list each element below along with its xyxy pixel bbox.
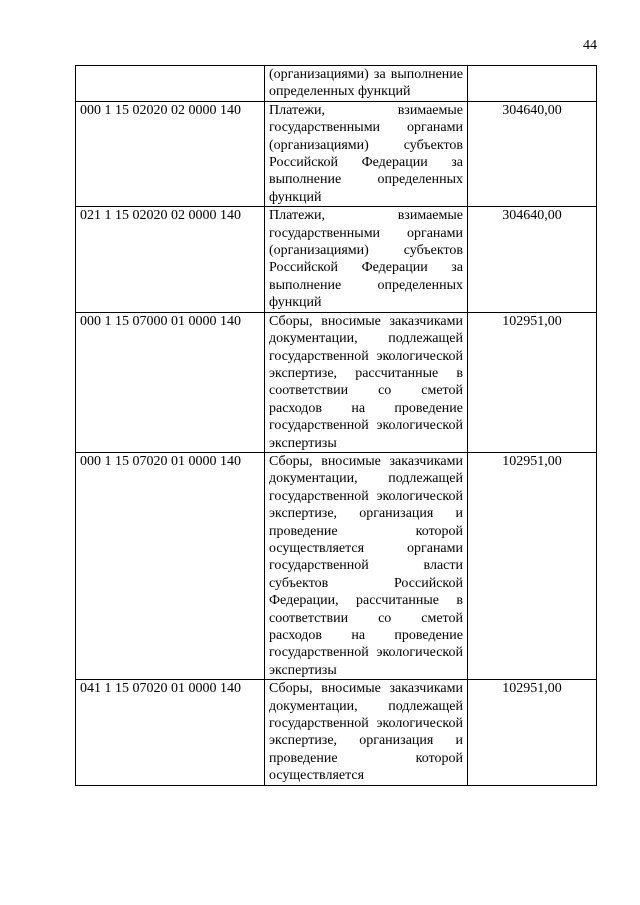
budget-code-cell: 041 1 15 07020 01 0000 140 (76, 680, 265, 785)
revenue-name-cell: Сборы, вносимые заказчиками документации, подлежащей государственной экологической экспертизе, организация и проведение которой осуществляется (265, 680, 468, 785)
budget-code-cell: 000 1 15 07020 01 0000 140 (76, 452, 265, 679)
revenue-name-cell: Платежи, взимаемые государственными органами (организациями) субъектов Российской Федерации за выполнение определенных функций (265, 207, 468, 312)
page-number: 44 (583, 38, 597, 53)
revenue-name-cell: Платежи, взимаемые государственными органами (организациями) субъектов Российской Федерации за выполнение определенных функций (265, 101, 468, 206)
table-row (76, 680, 597, 785)
table-row (76, 66, 597, 102)
budget-code-cell: 000 1 15 02020 02 0000 140 (76, 101, 265, 206)
budget-code-cell: 000 1 15 07000 01 0000 140 (76, 312, 265, 452)
amount-cell (468, 66, 597, 102)
revenue-name-cell: (организациями) за выполнение определенных функций (265, 66, 468, 102)
table-row (76, 101, 597, 206)
amount-cell: 304640,00 (468, 207, 597, 312)
amount-cell: 102951,00 (468, 312, 597, 452)
budget-revenue-table (75, 65, 597, 786)
amount-cell: 102951,00 (468, 452, 597, 679)
table-row (76, 312, 597, 452)
amount-cell: 102951,00 (468, 680, 597, 785)
revenue-name-cell: Сборы, вносимые заказчиками документации, подлежащей государственной экологической экспертизе, организация и проведение которой осуществляется органами государственной власти субъектов Российской Федерации, рассчитанные в соответствии со сметой расходов на проведение государственной экологической экспертизы (265, 452, 468, 679)
amount-cell: 304640,00 (468, 101, 597, 206)
table-row (76, 452, 597, 679)
budget-code-cell (76, 66, 265, 102)
revenue-name-cell: Сборы, вносимые заказчиками документации, подлежащей государственной экологической экспертизе, рассчитанные в соответствии со сметой расходов на проведение государственной экологической экспертизы (265, 312, 468, 452)
table-row (76, 207, 597, 312)
budget-code-cell: 021 1 15 02020 02 0000 140 (76, 207, 265, 312)
